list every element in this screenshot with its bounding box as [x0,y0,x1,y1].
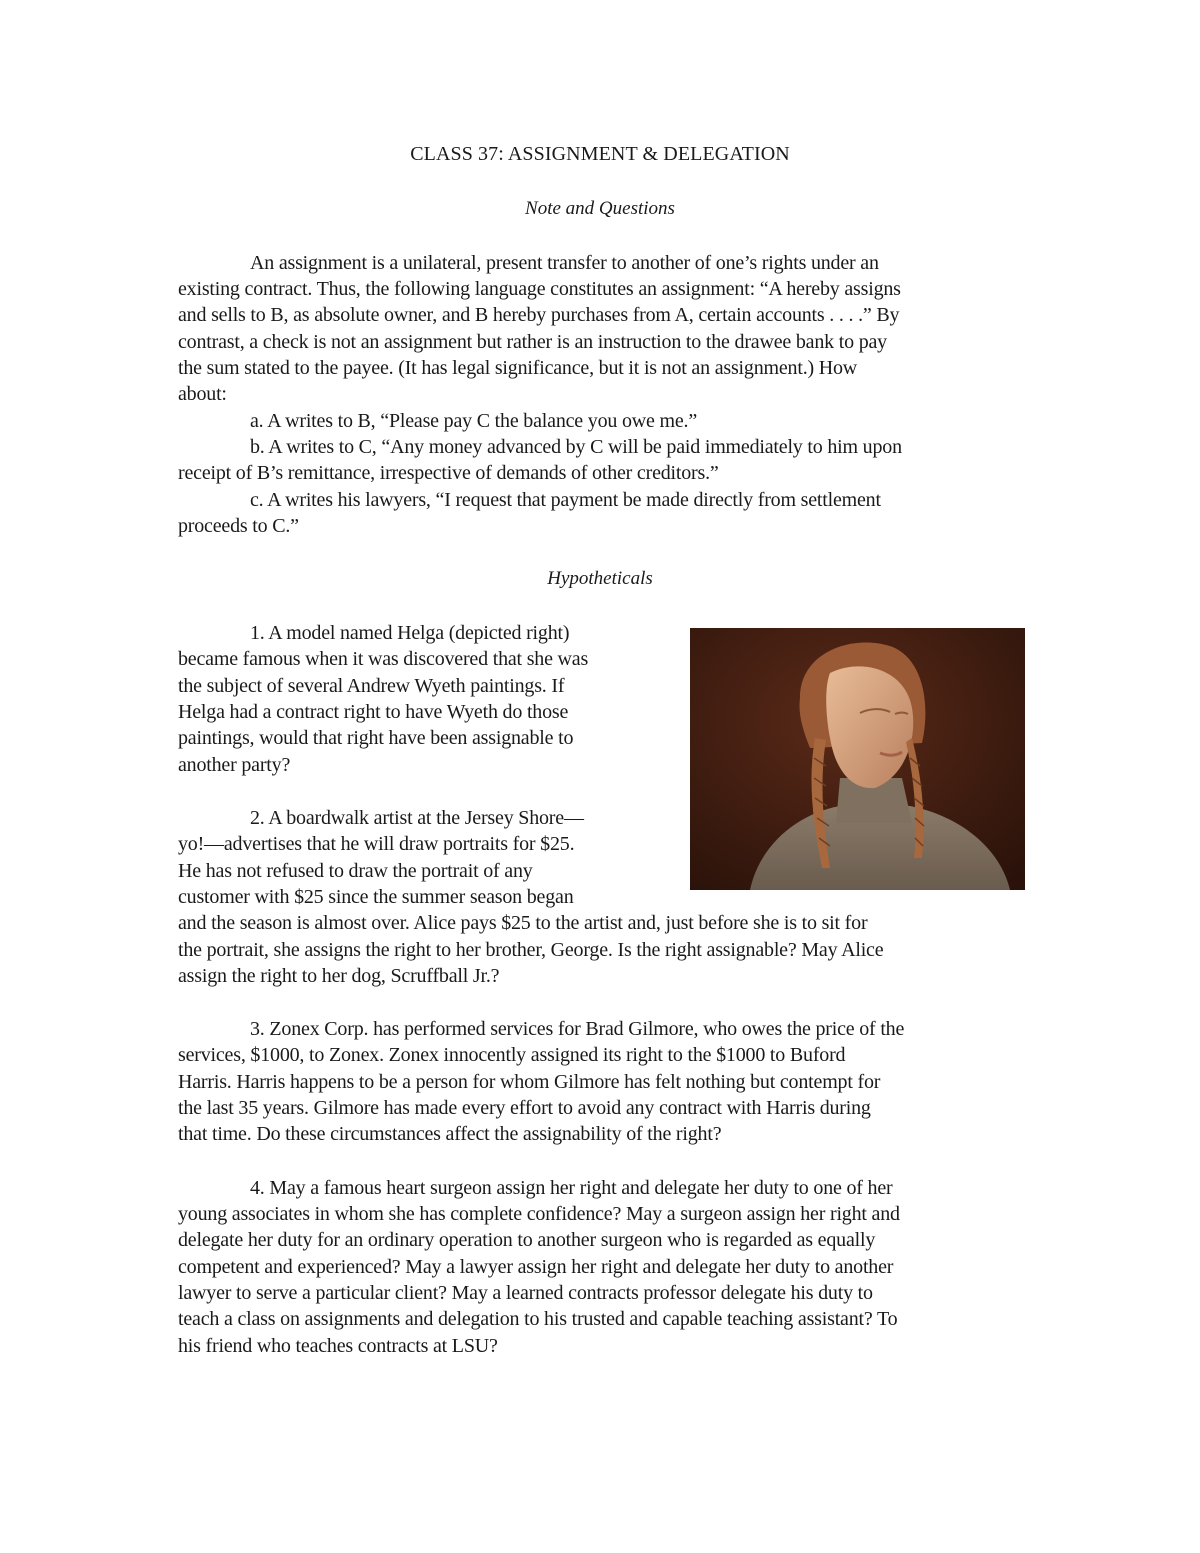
hypo2-line: He has not refused to draw the portrait of any [178,860,533,882]
hypo2-line: yo!—advertises that he will draw portraits for $25. [178,833,575,855]
hypo3-line: that time. Do these circumstances affect the assignability of the right? [178,1123,722,1145]
intro-line: An assignment is a unilateral, present transfer to another of one’s rights under an [250,252,879,274]
intro-line: and sells to B, as absolute owner, and B hereby purchases from A, certain accounts . . . .” By [178,304,900,326]
hypo2-line: and the season is almost over. Alice pays $25 to the artist and, just before she is to sit for [178,912,868,934]
hypo2-line: the portrait, she assigns the right to her brother, George. Is the right assignable? May Alice [178,939,884,961]
hypo1-line: the subject of several Andrew Wyeth paintings. If [178,675,565,697]
hypo4-line: delegate her duty for an ordinary operation to another surgeon who is regarded as equally [178,1229,876,1251]
note-heading: Note and Questions [525,198,675,219]
intro-line: about: [178,383,227,405]
hypo1-line: became famous when it was discovered that she was [178,648,589,670]
item-b-line: b. A writes to C, “Any money advanced by C will be paid immediately to him upon [250,436,902,458]
page-title: CLASS 37: ASSIGNMENT & DELEGATION [410,143,790,165]
hypo4-line: competent and experienced? May a lawyer assign her right and delegate her duty to another [178,1256,894,1278]
hypo4-line: teach a class on assignments and delegation to his trusted and capable teaching assistant? To [178,1308,898,1330]
hypo1-line: paintings, would that right have been assignable to [178,727,574,749]
hypo3-line: 3. Zonex Corp. has performed services for Brad Gilmore, who owes the price of the [250,1018,905,1040]
hypo4-line: lawyer to serve a particular client? May a learned contracts professor delegate his duty to [178,1282,873,1304]
item-a: a. A writes to B, “Please pay C the balance you owe me.” [250,410,698,432]
hypo3-line: services, $1000, to Zonex. Zonex innocently assigned its right to the $1000 to Buford [178,1044,846,1066]
hypotheticals-heading: Hypotheticals [547,568,653,589]
item-c-line: c. A writes his lawyers, “I request that payment be made directly from settlement [250,489,881,511]
hypo2-line: customer with $25 since the summer season began [178,886,574,908]
hypo4-line: 4. May a famous heart surgeon assign her right and delegate her duty to one of her [250,1177,893,1199]
helga-portrait-image [690,628,1025,890]
intro-line: the sum stated to the payee. (It has legal significance, but it is not an assignment.) How [178,357,858,379]
intro-line: contrast, a check is not an assignment but rather is an instruction to the drawee bank to pay [178,331,887,353]
hypo1-line: Helga had a contract right to have Wyeth do those [178,701,569,723]
hypo3-line: Harris. Harris happens to be a person for whom Gilmore has felt nothing but contempt for [178,1071,881,1093]
hypo1-line: another party? [178,754,291,776]
hypo4-line: his friend who teaches contracts at LSU? [178,1335,498,1357]
hypo4-line: young associates in whom she has complete confidence? May a surgeon assign her right and [178,1203,900,1225]
hypo2-line: assign the right to her dog, Scruffball Jr.? [178,965,500,987]
item-c-line: proceeds to C.” [178,515,299,537]
item-b-line: receipt of B’s remittance, irrespective of demands of other creditors.” [178,462,719,484]
hypo3-line: the last 35 years. Gilmore has made every effort to avoid any contract with Harris during [178,1097,871,1119]
hypo1-line: 1. A model named Helga (depicted right) [250,622,570,644]
hypo2-line: 2. A boardwalk artist at the Jersey Shore— [250,807,584,829]
intro-line: existing contract. Thus, the following language constitutes an assignment: “A hereby assigns [178,278,901,300]
